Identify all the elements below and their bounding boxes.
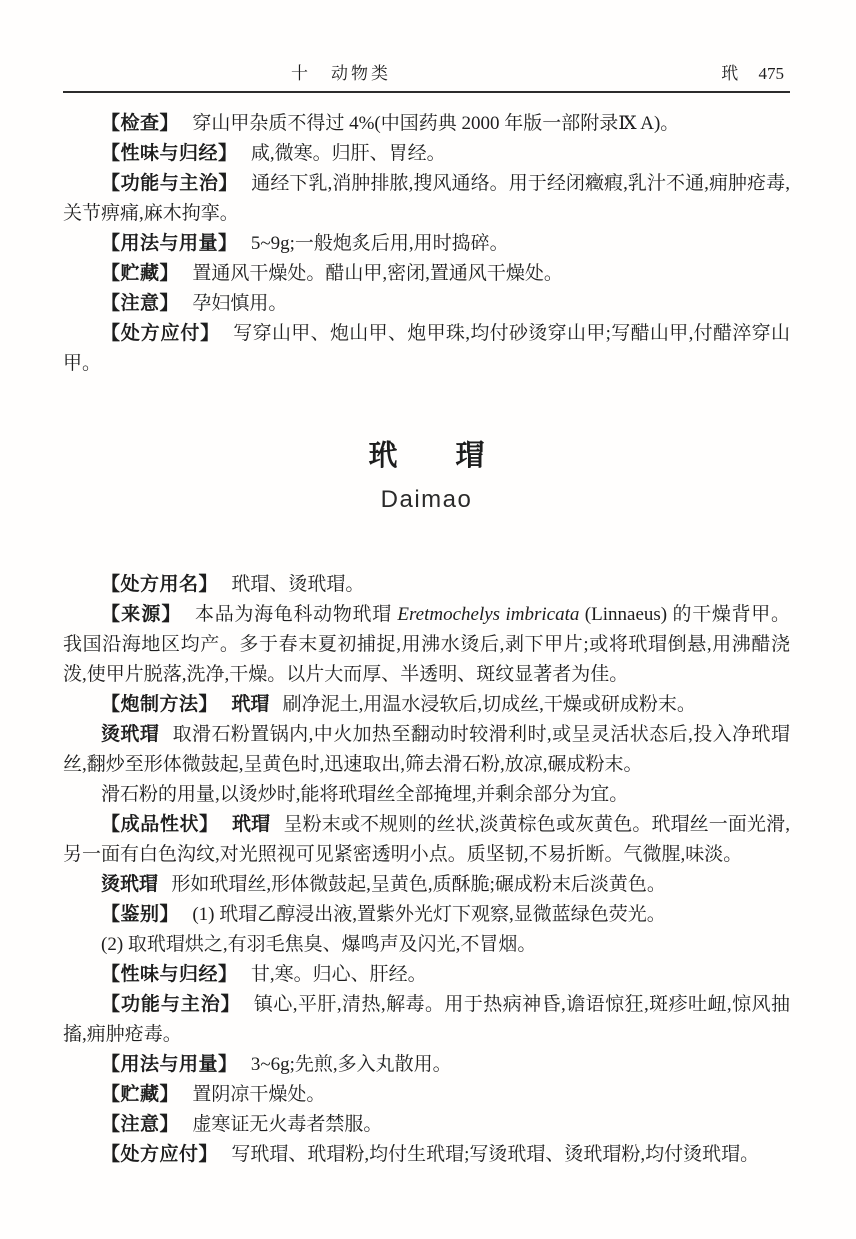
folio-entry-char: 玳	[721, 64, 739, 83]
section-text: 写穿山甲、炮山甲、炮甲珠,均付砂烫穿山甲;写醋山甲,付醋淬穿山甲。	[63, 323, 790, 374]
section-text: 咸,微寒。归肝、胃经。	[250, 143, 446, 164]
section-label: 【功能与主治】	[101, 173, 238, 194]
text-paragraph	[63, 109, 790, 139]
text-paragraph	[63, 720, 790, 780]
section-label: 【鉴别】	[101, 904, 180, 925]
text-paragraph	[63, 1080, 790, 1110]
section-text: 本品为海龟科动物玳瑁	[195, 604, 398, 625]
entry-title-chinese: 玳 瑁	[368, 440, 485, 472]
latin-species-name: Eretmochelys imbricata	[397, 604, 580, 625]
text-paragraph	[63, 259, 790, 289]
section-sublabel: 玳瑁	[231, 694, 270, 715]
section-text: 甘,寒。归心、肝经。	[250, 964, 427, 985]
section-label: 【性味与归经】	[101, 964, 238, 985]
text-paragraph	[63, 600, 790, 690]
text-paragraph	[63, 319, 790, 379]
section-label: 【处方应付】	[101, 323, 220, 344]
text-paragraph	[63, 139, 790, 169]
folio	[721, 62, 784, 86]
section-sublabel: 玳瑁	[231, 814, 271, 835]
section-text: 通经下乳,消肿排脓,搜风通络。用于经闭癥瘕,乳汁不通,痈肿疮毒,关节痹痛,麻木拘挛。	[63, 173, 790, 224]
text-paragraph	[63, 690, 790, 720]
section-label: 【成品性状】	[101, 814, 219, 835]
text-paragraph	[63, 229, 790, 259]
section-text: (1) 玳瑁乙醇浸出液,置紫外光灯下观察,显微蓝绿色荧光。	[192, 904, 666, 925]
page-number: 475	[758, 64, 784, 83]
text-paragraph	[63, 900, 790, 930]
entry-title-pinyin: Daimao	[380, 486, 473, 513]
section-text: 穿山甲杂质不得过 4%(中国药典 2000 年版一部附录Ⅸ A)。	[192, 113, 680, 134]
text-paragraph	[63, 1140, 790, 1170]
section-text: 3~6g;先煎,多入丸散用。	[250, 1054, 452, 1075]
text-paragraph	[63, 960, 790, 990]
section-text: 刷净泥土,用温水浸软后,切成丝,干燥或研成粉末。	[282, 694, 696, 715]
section-label: 【检查】	[101, 113, 180, 134]
section-text: 取滑石粉置锅内,中火加热至翻动时较滑利时,或呈灵活状态后,投入净玳瑁丝,翻炒至形体微鼓起,呈黄色时,迅速取出,筛去滑石粉,放凉,碾成粉末。	[63, 724, 790, 775]
section-label: 【注意】	[101, 293, 180, 314]
chapter-heading: 十 动物类	[291, 64, 391, 83]
section-label: 【用法与用量】	[101, 1054, 238, 1075]
section-sublabel: 烫玳瑁	[101, 724, 160, 745]
section-text: (2) 取玳瑁烘之,有羽毛焦臭、爆鸣声及闪光,不冒烟。	[101, 934, 537, 955]
section-label: 【性味与归经】	[101, 143, 238, 164]
section-label: 【注意】	[101, 1114, 180, 1135]
section-text: 形如玳瑁丝,形体微鼓起,呈黄色,质酥脆;碾成粉末后淡黄色。	[171, 874, 666, 895]
section-label: 【处方应付】	[101, 1144, 219, 1165]
page-content	[63, 109, 790, 1170]
text-paragraph	[63, 1110, 790, 1140]
running-head	[63, 58, 790, 93]
section-text: 置通风干燥处。醋山甲,密闭,置通风干燥处。	[192, 263, 563, 284]
section-label: 【来源】	[101, 604, 182, 625]
text-paragraph	[63, 780, 790, 810]
text-paragraph	[63, 570, 790, 600]
section-sublabel: 烫玳瑁	[101, 874, 159, 895]
text-paragraph	[63, 169, 790, 229]
section-label: 【炮制方法】	[101, 694, 219, 715]
section-label: 【贮藏】	[101, 1084, 180, 1105]
section-label: 【贮藏】	[101, 263, 180, 284]
section-text: 滑石粉的用量,以烫炒时,能将玳瑁丝全部掩埋,并剩余部分为宜。	[101, 784, 629, 805]
section-text: 5~9g;一般炮炙后用,用时捣碎。	[250, 233, 509, 254]
entry-sections	[63, 570, 790, 1170]
previous-entry-sections	[63, 109, 790, 379]
section-text: 写玳瑁、玳瑁粉,均付生玳瑁;写烫玳瑁、烫玳瑁粉,均付烫玳瑁。	[231, 1144, 760, 1165]
entry-title-block	[63, 439, 790, 514]
section-text: 虚寒证无火毒者禁服。	[192, 1114, 383, 1135]
text-paragraph	[63, 289, 790, 319]
text-paragraph	[63, 810, 790, 870]
section-label: 【处方用名】	[101, 574, 219, 595]
text-paragraph	[63, 930, 790, 960]
section-label: 【功能与主治】	[101, 994, 241, 1015]
section-text: 呈粉末或不规则的丝状,淡黄棕色或灰黄色。玳瑁丝一面光滑,另一面有白色沟纹,对光照视可见紧密透明小点。质坚韧,不易折断。气微腥,味淡。	[63, 814, 790, 865]
text-paragraph	[63, 990, 790, 1050]
text-paragraph	[63, 870, 790, 900]
text-paragraph	[63, 1050, 790, 1080]
section-label: 【用法与用量】	[101, 233, 238, 254]
section-text: 镇心,平肝,清热,解毒。用于热病神昏,谵语惊狂,斑疹吐衄,惊风抽搐,痈肿疮毒。	[63, 994, 790, 1045]
section-text: 置阴凉干燥处。	[192, 1084, 326, 1105]
section-text: (Linnaeus) 的干燥背甲。我国沿海地区均产。多于春末夏初捕捉,用沸水烫后,剥下甲片;或将玳瑁倒悬,用沸醋浇泼,使甲片脱落,洗净,干燥。以片大而厚、半透明、斑纹显著者为佳。	[63, 604, 790, 685]
section-text: 孕妇慎用。	[192, 293, 288, 314]
section-text: 玳瑁、烫玳瑁。	[231, 574, 365, 595]
